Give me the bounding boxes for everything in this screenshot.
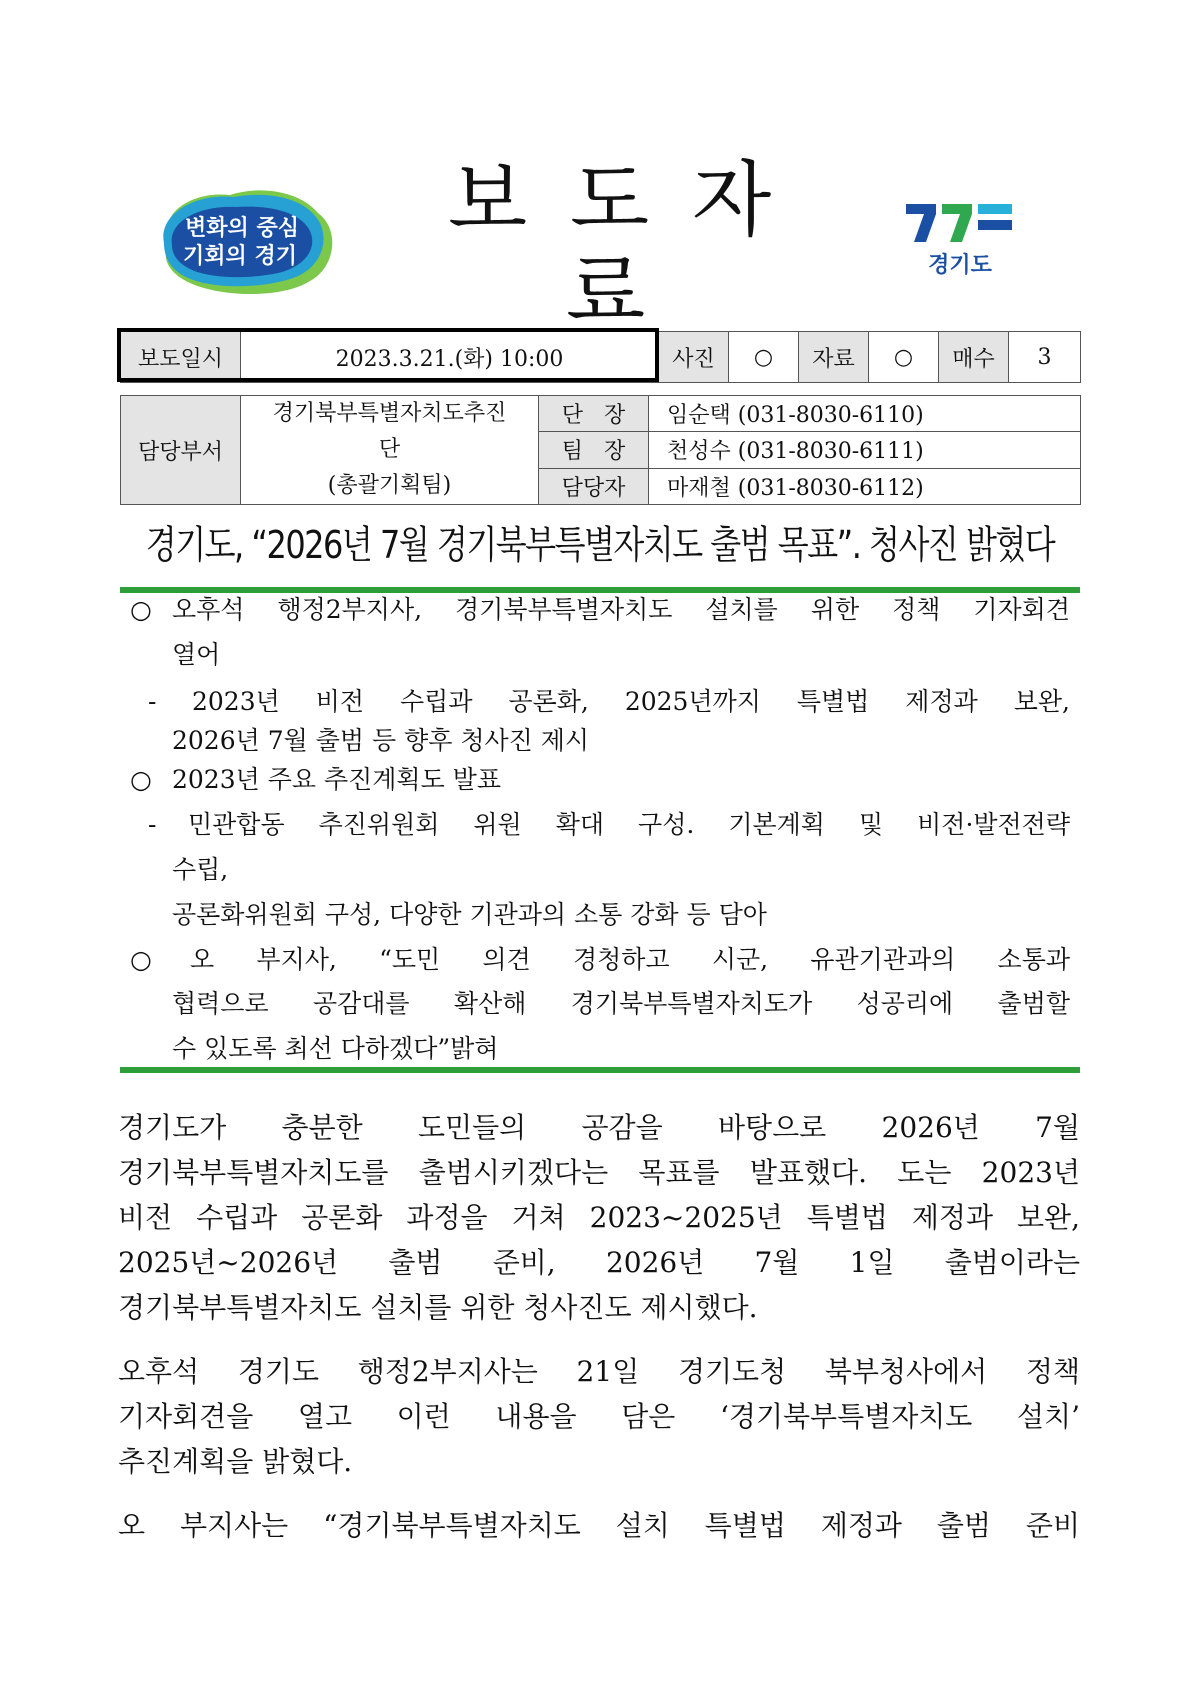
p1-line1: 경기도가 충분한 도민들의 공감을 바탕으로 2026년 7월 [118, 1111, 1080, 1144]
summary-bottom-rule [120, 1067, 1080, 1073]
dash-1-line1: 2023년 비전 수립과 공론화, 2025년까지 특별법 제정과 보완, [192, 687, 1070, 716]
title-char-3: 자 [692, 153, 772, 248]
material-label: 자료 [799, 332, 869, 383]
p1-line2: 경기북부특별자치도를 출범시키겠다는 목표를 발표했다. 도는 2023년 [118, 1156, 1080, 1189]
p3-line1: 오 부지사는 “경기북부특별자치도 설치 특별법 제정과 출범 준비 [118, 1509, 1080, 1542]
p1-line5: 경기북부특별자치도 설치를 위한 청사진도 제시했다. [118, 1291, 758, 1324]
gyeonggi-logo [900, 198, 1020, 288]
pages-label: 매수 [939, 332, 1009, 383]
contact-head: 임순택 (031-8030-6110) [649, 396, 1081, 432]
release-date-label: 보도일시 [121, 332, 241, 383]
slogan-logo-shape [150, 185, 340, 297]
photo-label: 사진 [659, 332, 729, 383]
release-info-table [120, 331, 1081, 383]
department-name-line3: (총괄기획팀) [327, 473, 452, 498]
dash-2-line2: 수립, [172, 855, 229, 884]
material-value: ○ [869, 332, 939, 383]
p2-line1: 오후석 경기도 행정2부지사는 21일 경기도청 북부청사에서 정책 [118, 1355, 1080, 1388]
role-team-lead: 팀 장 [539, 432, 649, 468]
bullet-mark-1: ○ [130, 595, 152, 624]
department-name-line1: 경기북부특별자치도추진 [272, 401, 507, 426]
bullet-1-line1: 오후석 행정2부지사, 경기북부특별자치도 설치를 위한 정책 기자회견 [172, 595, 1070, 624]
department-name-line2: 단 [378, 437, 401, 462]
p1-line3: 비전 수립과 공론화 과정을 거쳐 2023~2025년 특별법 제정과 보완, [118, 1201, 1080, 1234]
release-date-value: 2023.3.21.(화) 10:00 [241, 332, 659, 383]
role-head: 단 장 [539, 396, 649, 432]
title-char-4: 료 [566, 245, 646, 340]
photo-value: ○ [729, 332, 799, 383]
title-char-2: 도 [570, 153, 650, 248]
dash-mark-1: - [148, 687, 157, 716]
department-label: 담당부서 [121, 396, 241, 505]
bullet-mark-3: ○ [130, 945, 152, 974]
summary-top-rule [120, 587, 1080, 593]
contact-team-lead: 천성수 (031-8030-6111) [649, 432, 1081, 468]
slogan-line1: 변화의 중심 [185, 216, 299, 241]
p2-line2: 기자회견을 열고 이런 내용을 담은 ‘경기북부특별자치도 설치’ [118, 1400, 1080, 1433]
dash-2-line1: 민관합동 추진위원회 위원 확대 구성. 기본계획 및 비전·발전전략 [188, 810, 1070, 839]
bullet-mark-2: ○ [130, 765, 152, 794]
dash-2-line3: 공론화위원회 구성, 다양한 기관과의 소통 강화 등 담아 [172, 900, 767, 929]
contact-officer: 마재철 (031-8030-6112) [649, 468, 1081, 504]
bullet-3-line1: 오 부지사, “도민 의견 경청하고 시군, 유관기관과의 소통과 [190, 945, 1070, 974]
bullet-1-line2: 열어 [172, 640, 221, 669]
role-officer: 담당자 [539, 468, 649, 504]
department-table [120, 395, 1081, 505]
headline: 경기도, “2026년 7월 경기북부특별자치도 출범 목표”. 청사진 밝혔다 [145, 522, 1055, 568]
dash-1-line2: 2026년 7월 출범 등 향후 청사진 제시 [172, 726, 590, 755]
p2-line3: 추진계획을 밝혔다. [118, 1445, 353, 1478]
gyeonggi-logo-mark [900, 198, 1020, 288]
slogan-logo [150, 185, 340, 297]
pages-value: 3 [1009, 332, 1081, 383]
department-name [241, 396, 539, 505]
gyeonggi-logo-text: 경기도 [928, 253, 992, 278]
p1-line4: 2025년~2026년 출범 준비, 2026년 7월 1일 출범이라는 [118, 1246, 1080, 1279]
slogan-line2: 기회의 경기 [183, 244, 297, 269]
bullet-3-line3: 수 있도록 최선 다하겠다”밝혀 [172, 1034, 499, 1063]
bullet-3-line2: 협력으로 공감대를 확산해 경기북부특별자치도가 성공리에 출범할 [172, 989, 1070, 1018]
bullet-2-line1: 2023년 주요 추진계획도 발표 [172, 765, 501, 794]
title-char-1: 보 [448, 153, 528, 248]
dash-mark-2: - [148, 810, 157, 839]
